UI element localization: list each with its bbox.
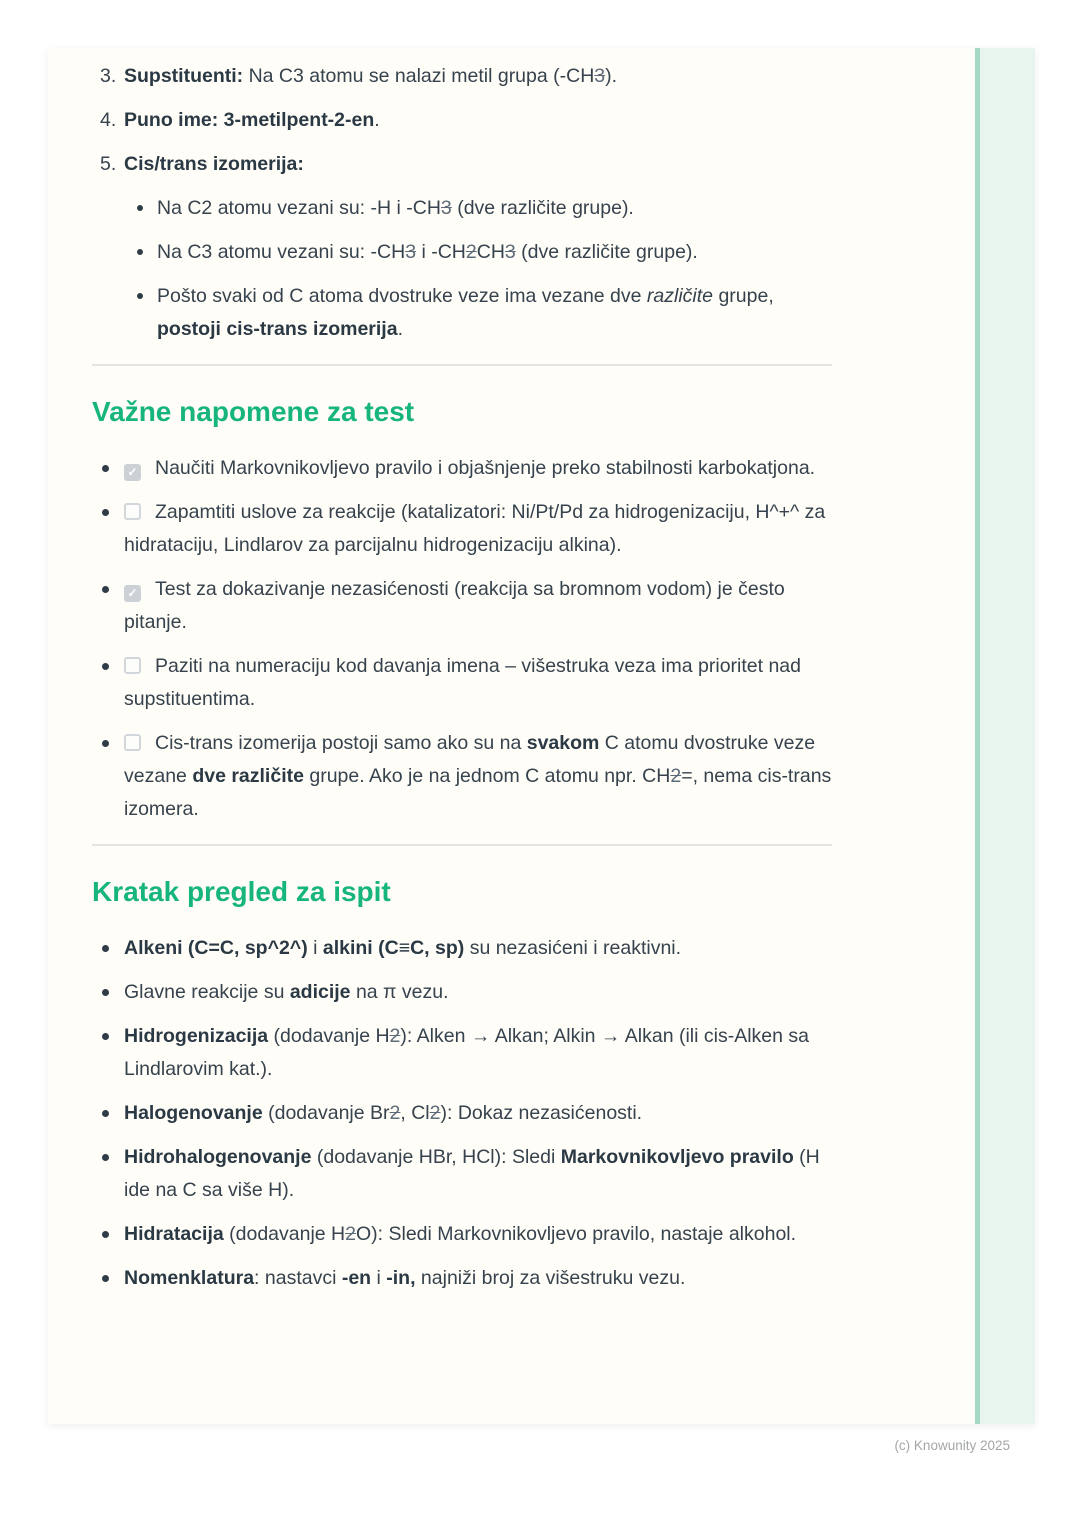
- bullet-item: [92, 932, 832, 965]
- sub-bullet-item: [92, 192, 832, 225]
- bullet-icon: [102, 945, 109, 952]
- bullet-icon: [102, 509, 109, 516]
- list-item-text: Glavne reakcije su adicije na π vezu.: [124, 981, 449, 1003]
- bullet-item: [92, 1262, 832, 1295]
- checklist-item-text: Test za dokazivanje nezasićenosti (reakcija sa bromnom vodom) je često pitanje.: [124, 578, 785, 633]
- checklist-item-body: [124, 573, 832, 639]
- bullet-icon: [102, 1154, 109, 1161]
- bullet-icon: [137, 205, 143, 211]
- bullet-icon: [102, 1275, 109, 1282]
- bullet-icon: [137, 293, 143, 299]
- list-item-text: Nomenklatura: nastavci -en i -in, najniži broj za višestruku vezu.: [124, 1267, 686, 1289]
- checklist-item-text: Cis-trans izomerija postoji samo ako su na svakom C atomu dvostruke veze vezane dve različite grupe. Ako je na jednom C atomu npr. CH2=, nema cis-trans izomera.: [124, 732, 832, 820]
- list-item-text: Alkeni (C=C, sp^2^) i alkini (C≡C, sp) su nezasićeni i reaktivni.: [124, 937, 682, 959]
- list-item-text: Puno ime: 3-metilpent-2-en.: [124, 109, 380, 131]
- document-page: [48, 48, 1035, 1424]
- bullet-icon: [137, 249, 143, 255]
- list-item-text: Hidrohalogenovanje (dodavanje HBr, HCl): Sledi Markovnikovljevo pravilo (H ide na C sa više H).: [124, 1146, 820, 1201]
- sub-bullet-item: [92, 280, 832, 346]
- bullet-icon: [102, 586, 109, 593]
- checkbox-icon[interactable]: [124, 503, 141, 520]
- numbered-list-item: [92, 60, 832, 93]
- bullet-icon: [102, 989, 109, 996]
- numbered-list: [92, 60, 832, 346]
- bullet-icon: [102, 1110, 109, 1117]
- checkbox-icon[interactable]: [124, 657, 141, 674]
- bullet-item: [92, 1020, 832, 1086]
- bullet-icon: [102, 663, 109, 670]
- numbered-list-item: [92, 148, 832, 181]
- list-item-text: Cis/trans izomerija:: [124, 153, 304, 175]
- checklist-item-text: Naučiti Markovnikovljevo pravilo i objašnjenje preko stabilnosti karbokatjona.: [155, 457, 816, 479]
- list-item-text: Hidrogenizacija (dodavanje H2): Alken → Alkan; Alkin → Alkan (ili cis-Alken sa Lindlarovim kat.).: [124, 1025, 809, 1080]
- checklist-item-body: [124, 496, 832, 562]
- checklist-item-body: [124, 727, 832, 826]
- bullet-icon: [102, 465, 109, 472]
- checkbox-icon[interactable]: ✓: [124, 585, 141, 602]
- list-item-text: Na C2 atomu vezani su: -H i -CH3 (dve različite grupe).: [157, 197, 634, 219]
- bullet-icon: [102, 1033, 109, 1040]
- list-number: 3.: [100, 65, 117, 87]
- divider: [92, 844, 832, 846]
- checklist-item: [92, 496, 832, 562]
- bullet-item: [92, 1141, 832, 1207]
- numbered-list-item: [92, 104, 832, 137]
- list-number: 5.: [100, 153, 117, 175]
- checklist: [92, 452, 832, 826]
- bullet-icon: [102, 740, 109, 747]
- checklist-item-body: [124, 650, 832, 716]
- checklist-item-text: Paziti na numeraciju kod davanja imena – višestruka veza ima prioritet nad supstituentima.: [124, 655, 801, 710]
- list-item-text: Na C3 atomu vezani su: -CH3 i -CH2CH3 (dve različite grupe).: [157, 241, 698, 263]
- list-number: 4.: [100, 109, 117, 131]
- bullet-item: [92, 1218, 832, 1251]
- copyright-footer: (c) Knowunity 2025: [894, 1438, 1010, 1453]
- checklist-item: [92, 727, 832, 826]
- checkbox-icon[interactable]: [124, 734, 141, 751]
- checklist-item: [92, 650, 832, 716]
- review-bullet-list: [92, 932, 832, 1295]
- document-content: [92, 60, 832, 1306]
- list-item-text: Supstituenti: Na C3 atomu se nalazi metil grupa (-CH3).: [124, 65, 618, 87]
- checklist-item-body: [124, 452, 832, 485]
- section-heading-quick-review: Kratak pregled za ispit: [92, 876, 391, 907]
- checklist-item: [92, 573, 832, 639]
- checkbox-icon[interactable]: ✓: [124, 464, 141, 481]
- checklist-item: [92, 452, 832, 485]
- sub-bullet-item: [92, 236, 832, 269]
- bullet-icon: [102, 1231, 109, 1238]
- list-item-text: Hidratacija (dodavanje H2O): Sledi Markovnikovljevo pravilo, nastaje alkohol.: [124, 1223, 797, 1245]
- divider: [92, 364, 832, 366]
- accent-strip: [975, 48, 1035, 1424]
- bullet-item: [92, 976, 832, 1009]
- list-item-text: Pošto svaki od C atoma dvostruke veze ima vezane dve različite grupe, postoji cis-trans izomerija.: [157, 285, 774, 340]
- checklist-item-text: Zapamtiti uslove za reakcije (katalizatori: Ni/Pt/Pd za hidrogenizaciju, H^+^ za hidrataciju, Lindlarov za parcijalnu hidrogenizaciju alkina).: [124, 501, 826, 556]
- bullet-item: [92, 1097, 832, 1130]
- section-heading-important-notes: Važne napomene za test: [92, 396, 415, 427]
- list-item-text: Halogenovanje (dodavanje Br2, Cl2): Dokaz nezasićenosti.: [124, 1102, 643, 1124]
